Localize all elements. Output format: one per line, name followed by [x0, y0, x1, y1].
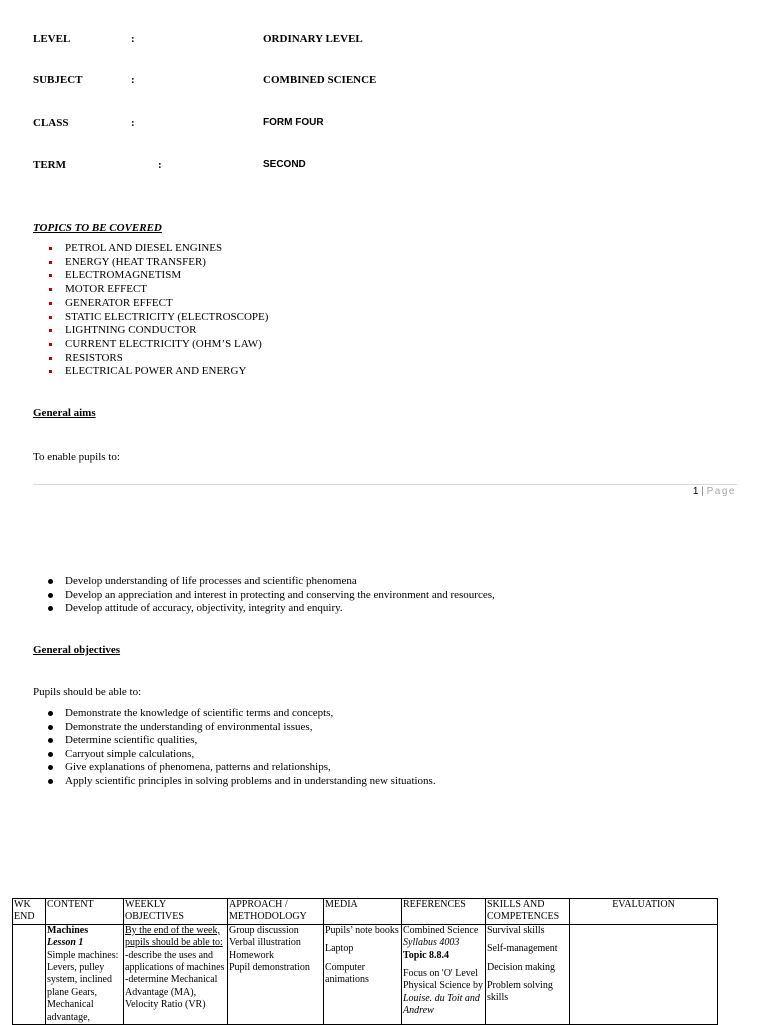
class-label: CLASS [33, 117, 69, 129]
header-objectives: WEEKLY OBJECTIVES [124, 899, 228, 925]
cell-skills: Survival skills Self-management Decision making Problem solving skills [486, 924, 570, 1024]
square-bullet-icon [49, 370, 52, 373]
objective-item: Carryout simple calculations, [33, 748, 733, 762]
cell-content [46, 924, 124, 1024]
bullet-icon [48, 752, 53, 757]
table-row [13, 924, 718, 1024]
content-lesson: Lesson 1 [47, 937, 84, 949]
level-label: LEVEL [33, 33, 71, 45]
square-bullet-icon [49, 288, 52, 291]
content-text: Simple machines: Levers, pulley system, inclined plane Gears, Mechanical advantage, [47, 949, 119, 1023]
cell-media: Pupils’ note books Laptop Computer animations [324, 924, 402, 1024]
header-approach: APPROACH / METHODOLOGY [228, 899, 324, 925]
objectives-intro: By the end of the week, pupils should be able to: [125, 924, 223, 949]
square-bullet-icon [49, 302, 52, 305]
topic-item: LIGHTNING CONDUCTOR [33, 324, 633, 338]
class-value: FORM FOUR [263, 117, 324, 128]
objective-item: Determine scientific qualities, [33, 734, 733, 748]
topic-item: PETROL AND DIESEL ENGINES [33, 242, 633, 256]
page-word: Page [706, 486, 736, 497]
topic-item: MOTOR EFFECT [33, 283, 633, 297]
topic-item: CURRENT ELECTRICITY (OHM’S LAW) [33, 338, 633, 352]
cell-evaluation [570, 924, 718, 1024]
header-evaluation: EVALUATION [570, 899, 718, 925]
objective-item: Demonstrate the knowledge of scientific terms and concepts, [33, 707, 733, 721]
term-colon: : [158, 159, 162, 171]
general-objectives-title: General objectives [33, 644, 121, 656]
term-label: TERM [33, 159, 66, 171]
header-references: REFERENCES [402, 899, 486, 925]
scheme-table [12, 898, 718, 1025]
bullet-icon [48, 606, 53, 611]
square-bullet-icon [49, 316, 52, 319]
subject-label: SUBJECT [33, 74, 83, 86]
header-skills: SKILLS AND COMPETENCES [486, 899, 570, 925]
topics-list [33, 242, 633, 379]
header-media: MEDIA [324, 899, 402, 925]
square-bullet-icon [49, 247, 52, 250]
square-bullet-icon [49, 274, 52, 277]
level-colon: : [131, 33, 135, 45]
bullet-icon [48, 593, 53, 598]
page-separator: | [701, 486, 704, 497]
square-bullet-icon [49, 343, 52, 346]
topic-item: ELECTROMAGNETISM [33, 269, 633, 283]
header-wk: WK END [13, 899, 46, 925]
level-value: ORDINARY LEVEL [263, 33, 363, 45]
topic-item: STATIC ELECTRICITY (ELECTROSCOPE) [33, 311, 633, 325]
general-aims-intro: To enable pupils to: [33, 451, 120, 463]
bullet-icon [48, 725, 53, 730]
objective-item: Apply scientific principles in solving problems and in understanding new situations. [33, 775, 733, 789]
square-bullet-icon [49, 329, 52, 332]
topic-item: ENERGY (HEAT TRANSFER) [33, 256, 633, 270]
bullet-icon [48, 779, 53, 784]
term-value: SECOND [263, 159, 306, 170]
bullet-icon [48, 765, 53, 770]
table-header-row [13, 899, 718, 925]
bullet-icon [48, 711, 53, 716]
topic-item: ELECTRICAL POWER AND ENERGY [33, 365, 633, 379]
square-bullet-icon [49, 357, 52, 360]
bullet-icon [48, 738, 53, 743]
topic-item: GENERATOR EFFECT [33, 297, 633, 311]
topics-title: TOPICS TO BE COVERED [33, 222, 162, 234]
square-bullet-icon [49, 261, 52, 264]
aim-item: Develop attitude of accuracy, objectivity, integrity and enquiry. [33, 602, 733, 616]
cell-references: Combined Science Syllabus 4003 Topic 8.8.4 Focus on 'O' Level Physical Science by Louise. du Toit and Andrew [402, 924, 486, 1024]
footer-divider [33, 484, 737, 485]
aim-item: Develop an appreciation and interest in protecting and conserving the environment and resources, [33, 589, 733, 603]
general-objectives-intro: Pupils should be able to: [33, 686, 142, 698]
objective-item: Demonstrate the understanding of environmental issues, [33, 721, 733, 735]
objective-item: Give explanations of phenomena, patterns and relationships, [33, 761, 733, 775]
header-content: CONTENT [46, 899, 124, 925]
page-number: 1 [692, 486, 699, 497]
cell-objectives: By the end of the week, pupils should be able to: -describe the uses and applications of machines -determine Mechanical Advantage (MA), Velocity Ratio (VR) [124, 924, 228, 1024]
subject-colon: : [131, 74, 135, 86]
subject-value: COMBINED SCIENCE [263, 74, 377, 86]
class-colon: : [131, 117, 135, 129]
cell-wk [13, 924, 46, 1024]
objectives-list [33, 707, 733, 789]
page-footer [693, 486, 736, 497]
aims-list [33, 575, 733, 616]
bullet-icon [48, 579, 53, 584]
general-aims-title: General aims [33, 407, 96, 419]
aim-item: Develop understanding of life processes and scientific phenomena [33, 575, 733, 589]
topic-item: RESISTORS [33, 352, 633, 366]
cell-approach: Group discussion Verbal illustration Homework Pupil demonstration [228, 924, 324, 1024]
content-title: Machines [47, 924, 89, 936]
